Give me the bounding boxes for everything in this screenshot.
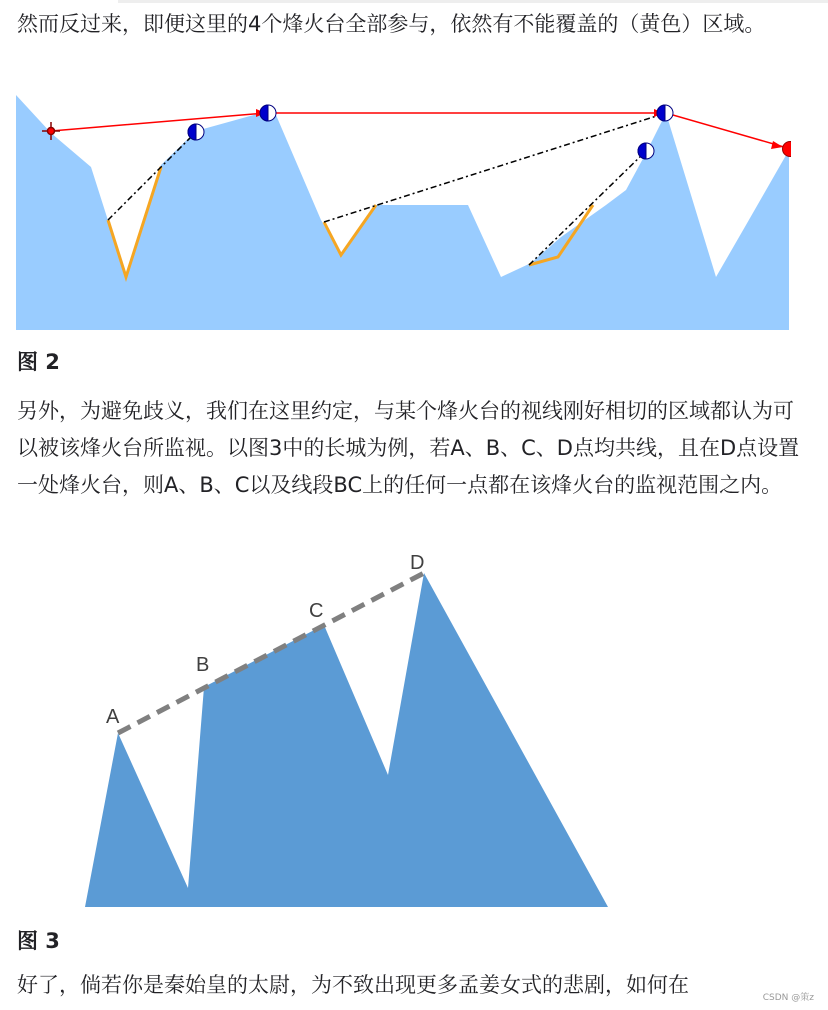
beacon-tower-icon	[260, 105, 276, 121]
beacon-tower-icon	[657, 105, 673, 121]
end-marker-icon	[783, 142, 792, 157]
point-label-b: B	[196, 654, 210, 676]
watermark: CSDN @策z	[762, 993, 814, 1003]
beacon-tower-icon	[188, 124, 204, 140]
beacon-tower-icon	[638, 143, 654, 159]
paragraph-rule: 另外，为避免歧义，我们在这里约定，与某个烽火台的视线刚好相切的区域都认为可以被该烽火台所监视。以图3中的长城为例，若A、B、C、D点均共线，且在D点设置一处烽火台，则A、B、C以及线段BC上的任何一点都在该烽火台的监视范围之内。	[17, 399, 800, 497]
arrow-head-3	[771, 141, 783, 149]
paragraph-intro: 然而反过来，即便这里的4个烽火台全部参与，依然有不能覆盖的（黄色）区域。	[17, 12, 766, 36]
figure-2-terrain	[16, 95, 789, 330]
point-label-a: A	[106, 706, 120, 728]
figure-2-diagram	[16, 95, 791, 330]
paragraph-question: 好了，倘若你是秦始皇的太尉，为不致出现更多孟姜女式的悲剧，如何在	[17, 973, 689, 997]
point-label-c: C	[309, 600, 324, 622]
figure-2-caption: 图 2	[17, 350, 60, 374]
figure-2-sight-line	[51, 113, 791, 149]
top-divider	[118, 0, 828, 3]
figure-3-terrain	[85, 573, 608, 907]
point-label-d: D	[410, 552, 425, 574]
figure-3-diagram	[80, 545, 620, 915]
figure-3-caption: 图 3	[17, 929, 60, 953]
